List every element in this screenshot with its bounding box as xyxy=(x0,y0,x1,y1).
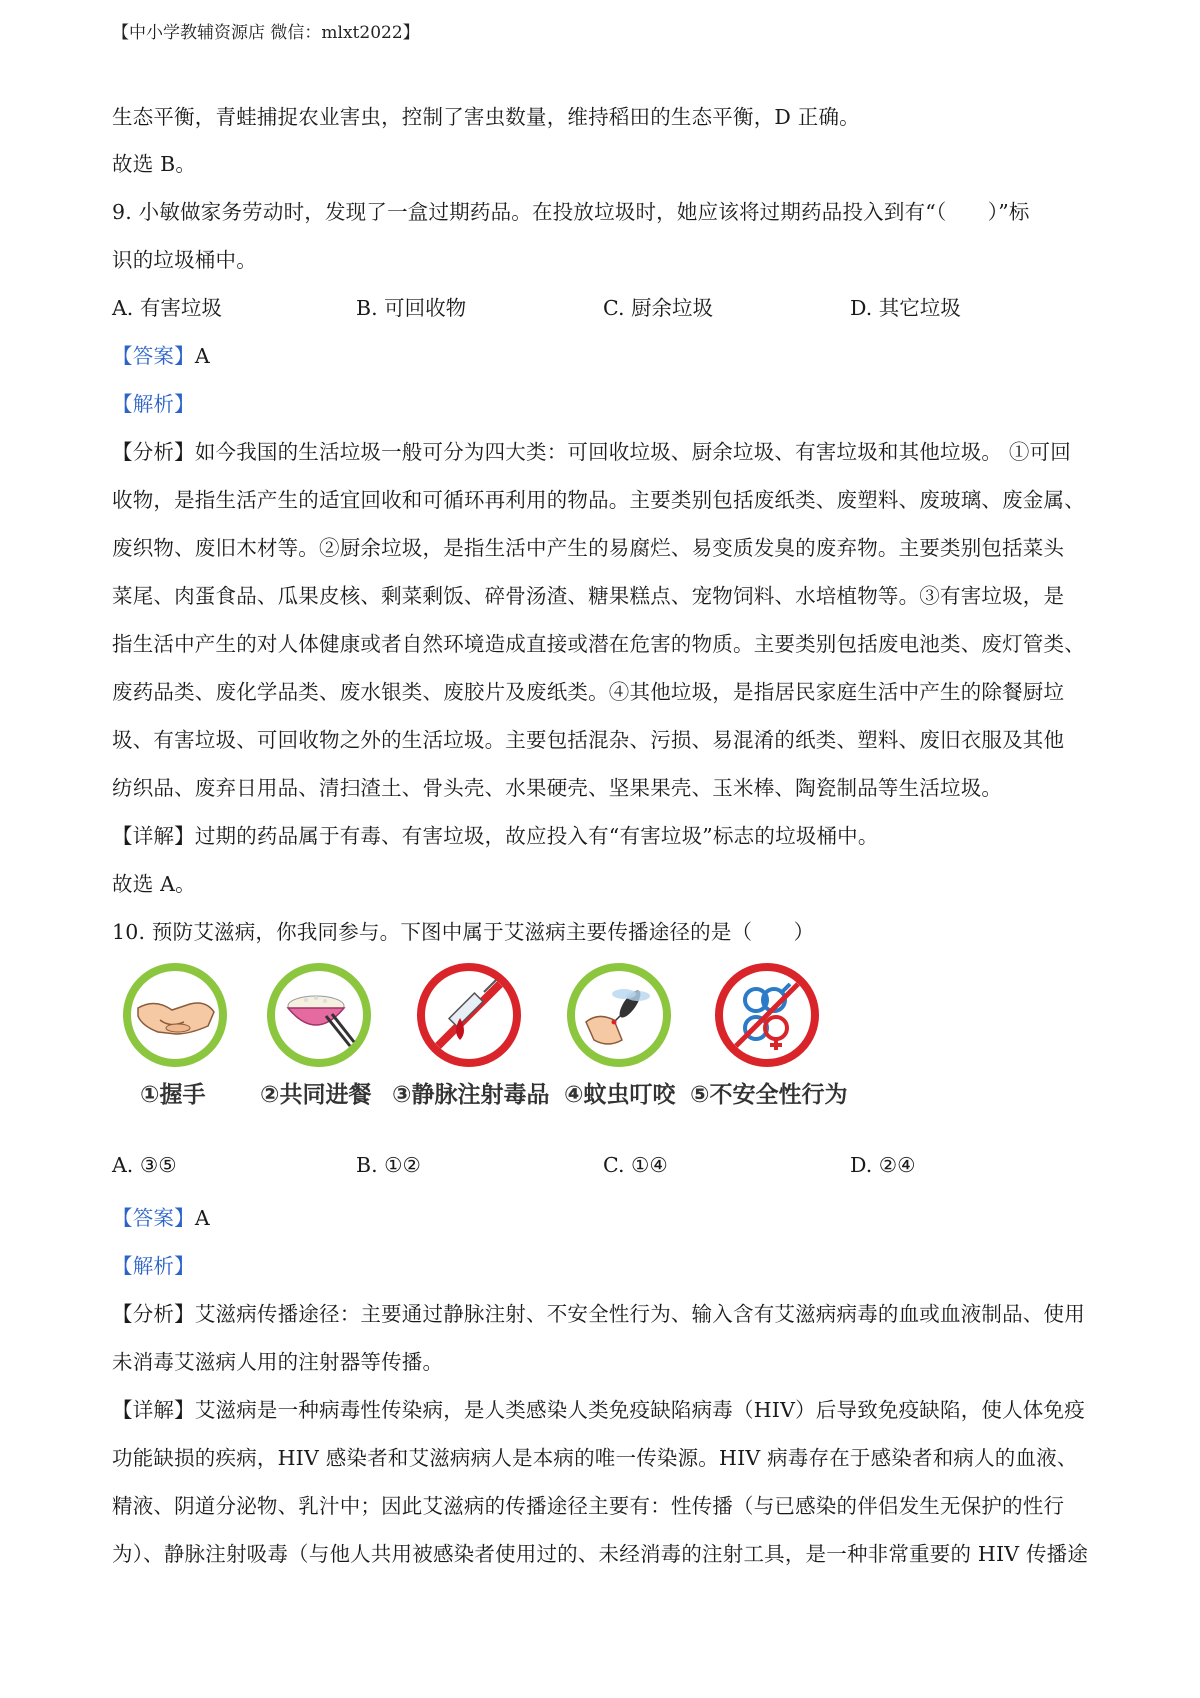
q9-option-d: D. 其它垃圾 xyxy=(850,296,961,320)
q10-explain-label: 【解析】 xyxy=(112,1254,195,1278)
text-line: 收物，是指生活产生的适宜回收和可循环再利用的物品。主要类别包括废纸类、废塑料、废玻璃、废金属、 xyxy=(112,488,1085,512)
q9-analysis xyxy=(112,435,1071,465)
text-line: 废织物、废旧木材等。②厨余垃圾，是指生活中产生的易腐烂、易变质发臭的废弃物。主要类别包括菜头 xyxy=(112,536,1065,560)
rice-bowl-icon xyxy=(264,960,374,1070)
text-line: 未消毒艾滋病人用的注射器等传播。 xyxy=(112,1350,444,1374)
q10-option-c: C. ①④ xyxy=(603,1153,668,1177)
answer-label: 【答案】 xyxy=(112,344,195,368)
q9-option-b: B. 可回收物 xyxy=(356,296,467,320)
text-line: 菜尾、肉蛋食品、瓜果皮核、剩菜剩饭、碎骨汤渣、糖果糕点、宠物饲料、水培植物等。③有害垃圾，是 xyxy=(112,584,1065,608)
text-line: 功能缺损的疾病，HIV 感染者和艾滋病病人是本病的唯一传染源。HIV 病毒存在于感染者和病人的血液、 xyxy=(112,1446,1078,1470)
analysis-text: 如今我国的生活垃圾一般可分为四大类：可回收垃圾、厨余垃圾、有害垃圾和其他垃圾。 ①可回 xyxy=(194,440,1071,464)
figure-caption-2: ②共同进餐 xyxy=(260,1082,372,1108)
figure-caption-3: ③静脉注射毒品 xyxy=(392,1082,550,1108)
detail-text: 过期的药品属于有毒、有害垃圾，故应投入有“有害垃圾”标志的垃圾桶中。 xyxy=(194,824,879,848)
figure-caption-4: ④蚊虫叮咬 xyxy=(564,1082,676,1108)
figure-caption-5: ⑤不安全性行为 xyxy=(690,1082,848,1108)
text-line: 纺织品、废弃日用品、清扫渣土、骨头壳、水果硬壳、坚果果壳、玉米棒、陶瓷制品等生活垃圾。 xyxy=(112,776,1003,800)
text-line: 故选 B。 xyxy=(112,152,197,176)
text-line: 为）、静脉注射吸毒（与他人共用被感染者使用过的、未经消毒的注射工具，是一种非常重要的 HIV 传播途 xyxy=(112,1542,1089,1566)
answer-value: A xyxy=(194,344,210,368)
q10-option-a: A. ③⑤ xyxy=(112,1153,177,1177)
q9-option-c: C. 厨余垃圾 xyxy=(603,296,713,320)
handshake-icon xyxy=(120,960,230,1070)
q10-analysis xyxy=(112,1297,1085,1327)
answer-label: 【答案】 xyxy=(112,1206,195,1230)
q9-detail xyxy=(112,819,879,849)
syringe-icon xyxy=(414,960,524,1070)
q10-detail xyxy=(112,1393,1085,1423)
analysis-label: 【分析】 xyxy=(112,1302,195,1326)
text-line: 圾、有害垃圾、可回收物之外的生活垃圾。主要包括混杂、污损、易混淆的纸类、塑料、废旧衣服及其他 xyxy=(112,728,1065,752)
detail-label: 【详解】 xyxy=(112,1398,195,1422)
analysis-text: 艾滋病传播途径：主要通过静脉注射、不安全性行为、输入含有艾滋病病毒的血或血液制品、使用 xyxy=(194,1302,1085,1326)
question-10: 10. 预防艾滋病，你我同参与。下图中属于艾滋病主要传播途径的是（ ） xyxy=(112,920,815,944)
question-9-cont: 识的垃圾桶中。 xyxy=(112,248,257,272)
page-header: 【中小学教辅资源店 微信：mlxt2022】 xyxy=(112,23,420,43)
figure-caption-1: ①握手 xyxy=(140,1082,206,1108)
text-line: 指生活中产生的对人体健康或者自然环境造成直接或潜在危害的物质。主要类别包括废电池类、废灯管类、 xyxy=(112,632,1085,656)
q9-choice: 故选 A。 xyxy=(112,872,196,896)
q10-answer xyxy=(112,1201,210,1231)
detail-label: 【详解】 xyxy=(112,824,195,848)
question-9: 9. 小敏做家务劳动时，发现了一盒过期药品。在投放垃圾时，她应该将过期药品投入到有“（ ）”标 xyxy=(112,200,1030,224)
text-line: 精液、阴道分泌物、乳汁中；因此艾滋病的传播途径主要有：性传播（与已感染的伴侣发生无保护的性行 xyxy=(112,1494,1065,1518)
q10-option-b: B. ①② xyxy=(356,1153,421,1177)
detail-text: 艾滋病是一种病毒性传染病，是人类感染人类免疫缺陷病毒（HIV）后导致免疫缺陷，使人体免疫 xyxy=(194,1398,1085,1422)
q9-option-a: A. 有害垃圾 xyxy=(112,296,222,320)
gender-symbols-icon xyxy=(712,960,822,1070)
answer-value: A xyxy=(194,1206,210,1230)
text-line: 废药品类、废化学品类、废水银类、废胶片及废纸类。④其他垃圾，是指居民家庭生活中产生的除餐厨垃 xyxy=(112,680,1065,704)
q9-answer xyxy=(112,339,210,369)
text-line: 生态平衡，青蛙捕捉农业害虫，控制了害虫数量，维持稻田的生态平衡，D 正确。 xyxy=(112,105,860,129)
analysis-label: 【分析】 xyxy=(112,440,195,464)
q9-explain-label: 【解析】 xyxy=(112,392,195,416)
aids-transmission-figure xyxy=(112,960,852,1120)
mosquito-icon xyxy=(564,960,674,1070)
q10-option-d: D. ②④ xyxy=(850,1153,916,1177)
